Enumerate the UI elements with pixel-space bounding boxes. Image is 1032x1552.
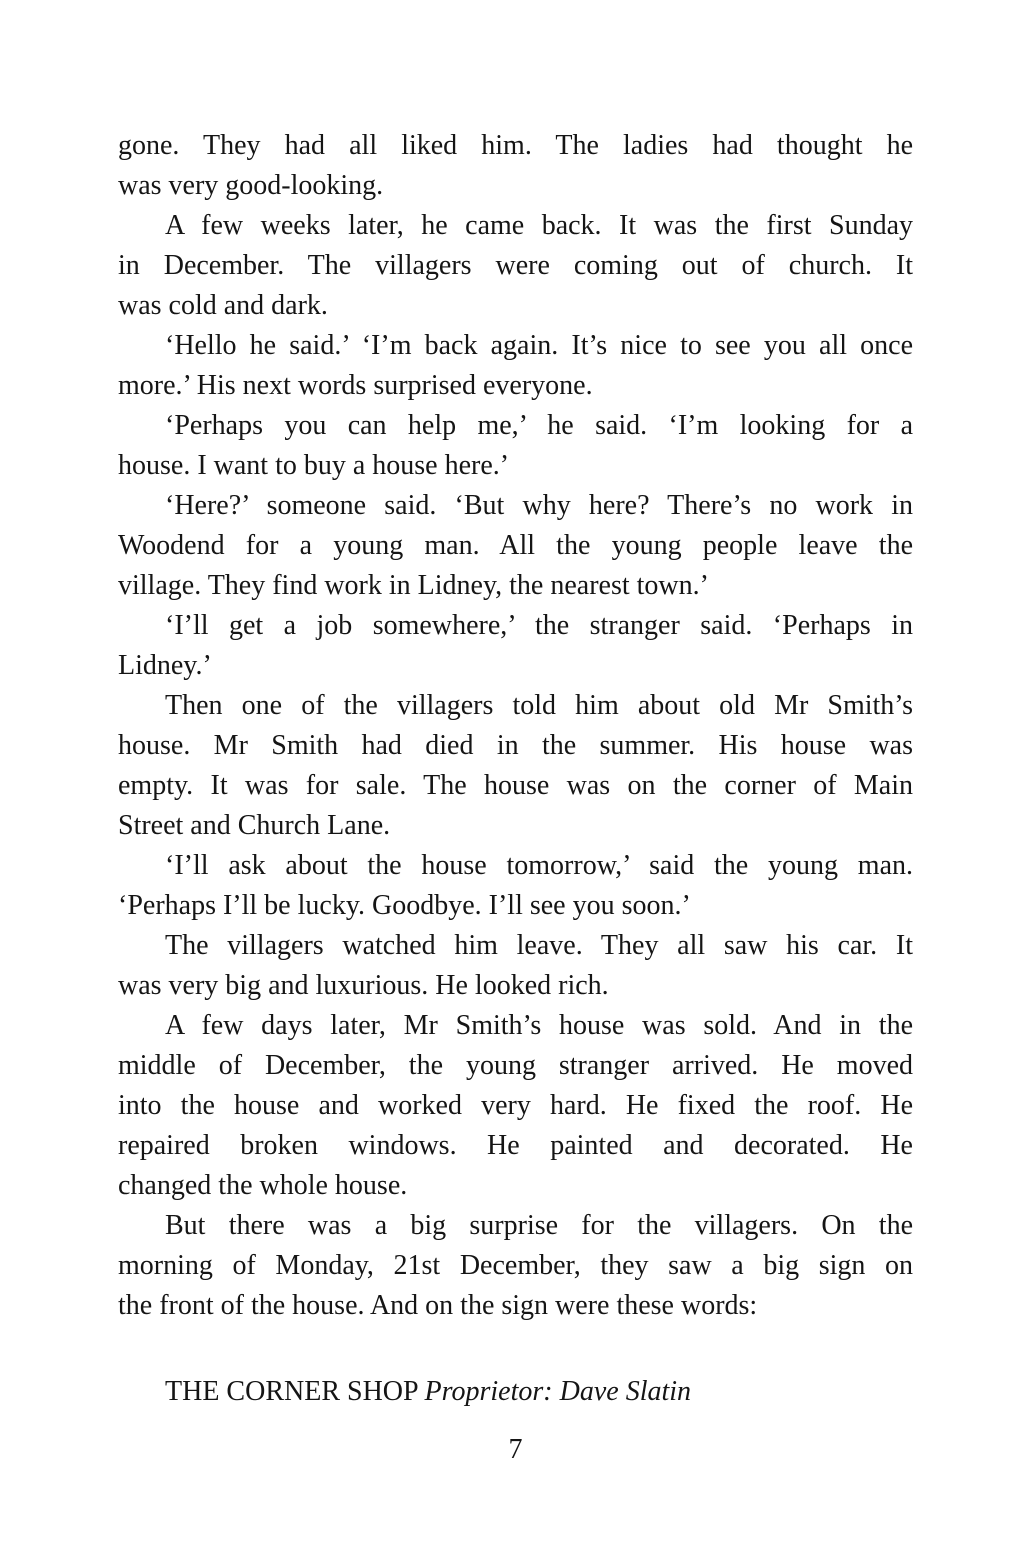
paragraph [118, 126, 913, 206]
paragraph [118, 1206, 913, 1326]
text-line: changed the whole house. [118, 1170, 408, 1201]
text-line: middle of December, the young stranger arrived. He moved [118, 1050, 913, 1081]
text-line: ‘Perhaps I’ll be lucky. Goodbye. I’ll see you soon.’ [118, 890, 691, 921]
text-line: ‘I’ll ask about the house tomorrow,’ said the young man. [165, 850, 913, 881]
page-text [118, 126, 913, 1326]
text-line: the front of the house. And on the sign were these words: [118, 1290, 758, 1321]
text-line: repaired broken windows. He painted and decorated. He [118, 1130, 913, 1161]
text-line: gone. They had all liked him. The ladies had thought he [118, 130, 913, 161]
text-line: more.’ His next words surprised everyone. [118, 370, 593, 401]
paragraph [118, 846, 913, 926]
text-line: was very big and luxurious. He looked rich. [118, 970, 609, 1001]
text-line: in December. The villagers were coming out of church. It [118, 250, 913, 281]
sign-proprietor-name: Proprietor: Dave Slatin [424, 1376, 692, 1407]
text-line: ‘Perhaps you can help me,’ he said. ‘I’m looking for a [165, 410, 913, 441]
text-line: Woodend for a young man. All the young people leave the [118, 530, 913, 561]
text-line: A few weeks later, he came back. It was the first Sunday [165, 210, 913, 241]
text-line: Lidney.’ [118, 650, 212, 681]
paragraph [118, 926, 913, 1006]
paragraph [118, 606, 913, 686]
sign-line [118, 1372, 913, 1412]
text-line: ‘Here?’ someone said. ‘But why here? There’s no work in [165, 490, 913, 521]
text-line: Street and Church Lane. [118, 810, 391, 841]
paragraph [118, 206, 913, 326]
text-line: village. They find work in Lidney, the nearest town.’ [118, 570, 709, 601]
text-line: into the house and worked very hard. He fixed the roof. He [118, 1090, 913, 1121]
text-line: ‘I’ll get a job somewhere,’ the stranger said. ‘Perhaps in [165, 610, 913, 641]
text-line: ‘Hello he said.’ ‘I’m back again. It’s nice to see you all once [165, 330, 913, 361]
text-line: was cold and dark. [118, 290, 328, 321]
text-line: house. Mr Smith had died in the summer. His house was [118, 730, 913, 761]
paragraph [118, 486, 913, 606]
text-line: morning of Monday, 21st December, they saw a big sign on [118, 1250, 913, 1281]
paragraph [118, 326, 913, 406]
paragraph [118, 406, 913, 486]
text-line: house. I want to buy a house here.’ [118, 450, 510, 481]
paragraph [118, 686, 913, 846]
text-line: was very good-looking. [118, 170, 384, 201]
paragraph [118, 1006, 913, 1206]
text-line: empty. It was for sale. The house was on the corner of Main [118, 770, 913, 801]
text-line: The villagers watched him leave. They all saw his car. It [165, 930, 913, 961]
text-line: A few days later, Mr Smith’s house was sold. And in the [165, 1010, 913, 1041]
text-line: Then one of the villagers told him about old Mr Smith’s [165, 690, 913, 721]
text-line: But there was a big surprise for the villagers. On the [165, 1210, 913, 1241]
page-number: 7 [508, 1434, 523, 1465]
sign-shop-name: THE CORNER SHOP [165, 1376, 425, 1407]
